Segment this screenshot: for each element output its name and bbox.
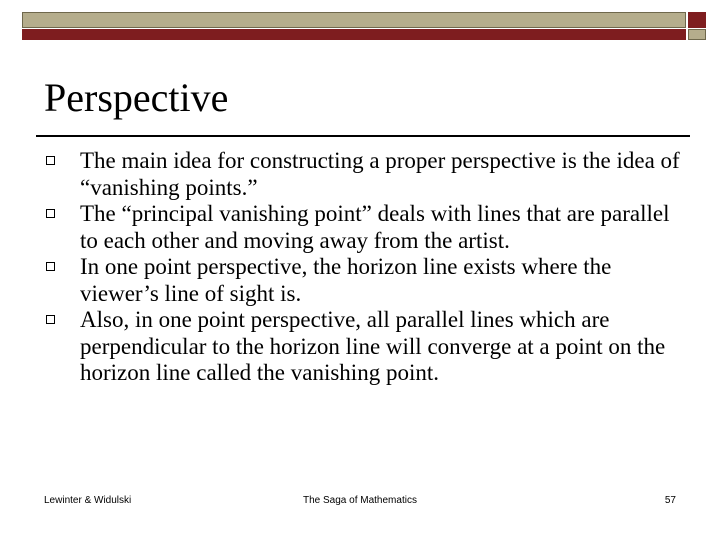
bullet-text: The main idea for constructing a proper perspective is the idea of “vanishing points.” (80, 148, 680, 200)
bullet-text: The “principal vanishing point” deals with lines that are parallel to each other and moving away from the artist. (80, 201, 670, 253)
hollow-square-bullet-icon (46, 315, 55, 324)
hollow-square-bullet-icon (46, 262, 55, 271)
bullet-text: In one point perspective, the horizon line exists where the viewer’s line of sight is. (80, 254, 612, 306)
bullet-list (44, 148, 684, 387)
title-divider (36, 135, 690, 137)
header-corner-red (688, 12, 706, 28)
header-band-red (22, 29, 686, 40)
bullet-item (44, 148, 684, 201)
header-band-tan (22, 12, 686, 28)
bullet-text: Also, in one point perspective, all parallel lines which are perpendicular to the horizon line will converge at a point on the horizon line called the vanishing point. (80, 307, 666, 385)
slide-title: Perspective (44, 75, 229, 120)
hollow-square-bullet-icon (46, 209, 55, 218)
bullet-item (44, 307, 684, 387)
hollow-square-bullet-icon (46, 156, 55, 165)
footer-authors: Lewinter & Widulski (44, 495, 132, 506)
header-corner-tan (688, 29, 706, 40)
bullet-item (44, 254, 684, 307)
bullet-item (44, 201, 684, 254)
footer-page-number: 57 (664, 495, 676, 506)
footer-title: The Saga of Mathematics (303, 495, 417, 506)
